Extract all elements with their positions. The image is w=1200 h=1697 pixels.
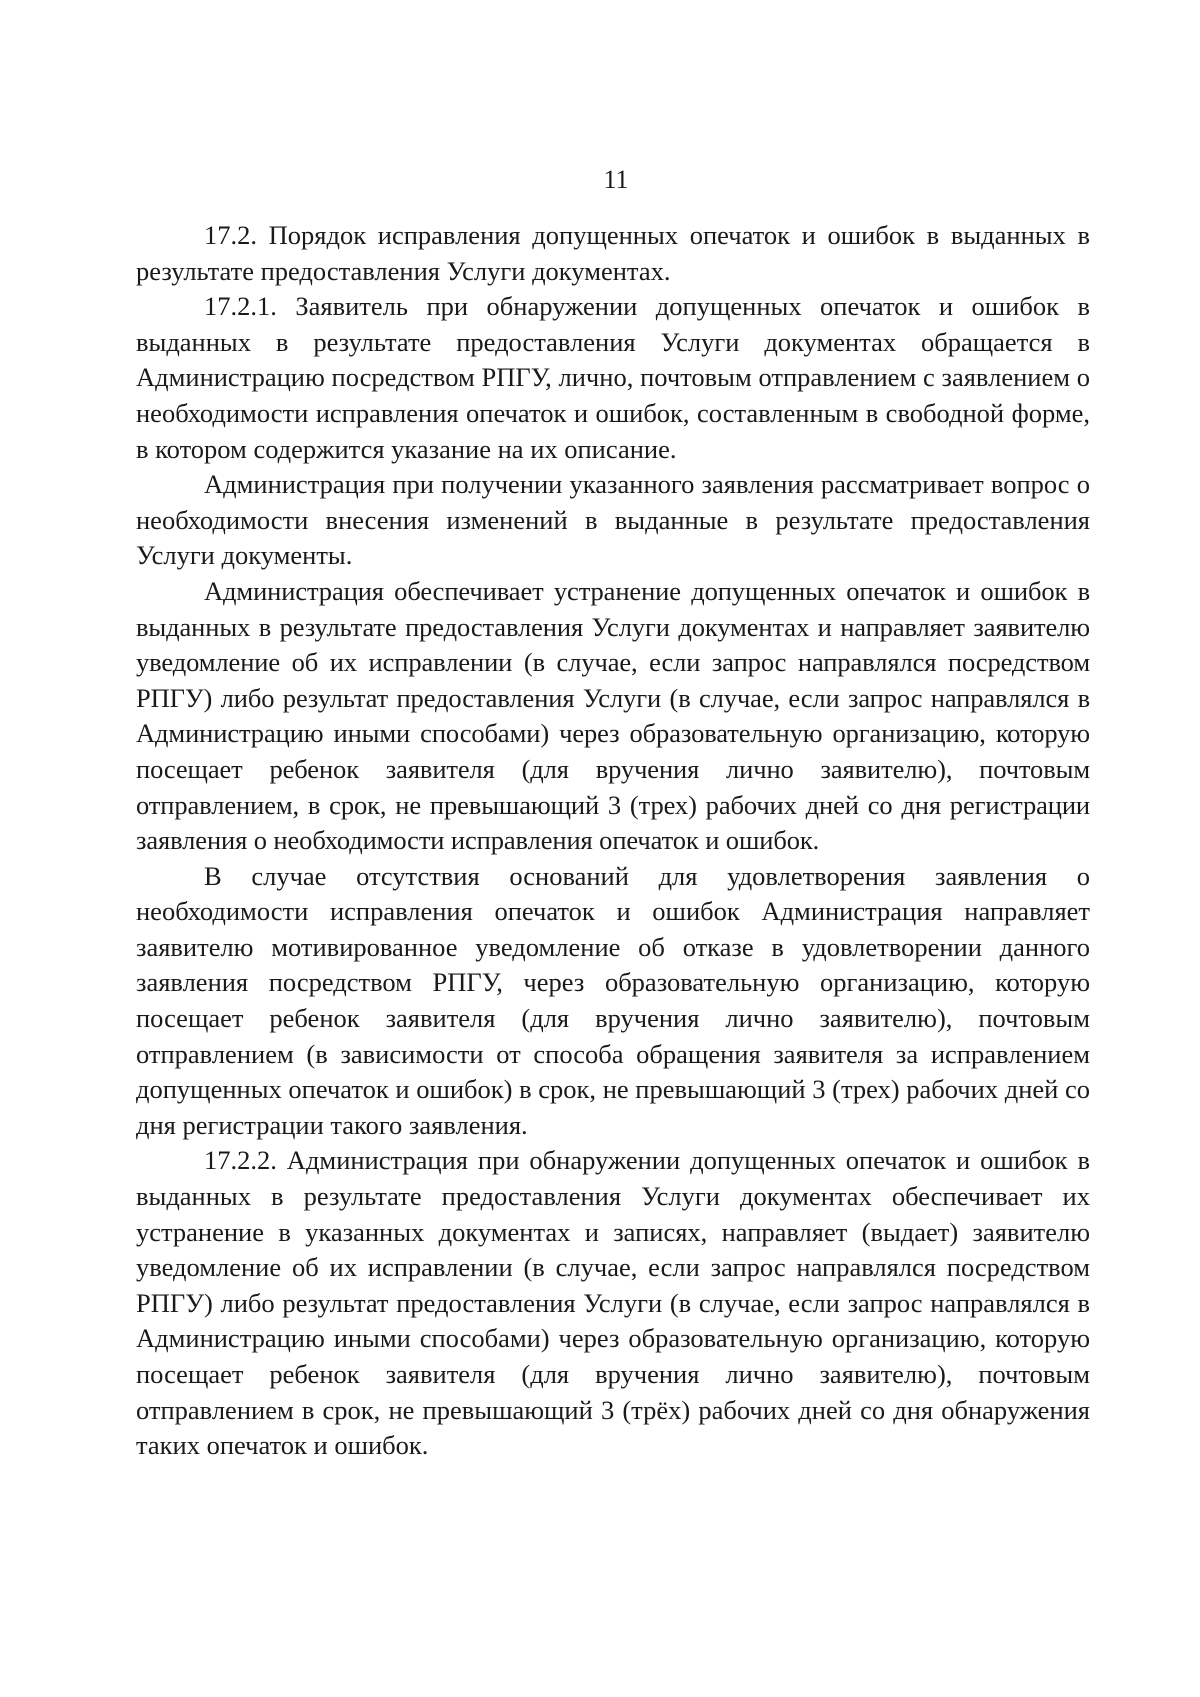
paragraph-17-2: 17.2. Порядок исправления допущенных опечаток и ошибок в выданных в результате предоставления Услуги документах. bbox=[136, 220, 1090, 286]
paragraph-17-2-1: 17.2.1. Заявитель при обнаружении допущенных опечаток и ошибок в выданных в результате предоставления Услуги документах обращается в Администрацию посредством РПГУ, лично, почтовым отправлением с заявлением о необходимости исправления опечаток и ошибок, составленным в свободной форме, в котором содержится указание на их описание. bbox=[136, 291, 1090, 464]
paragraph-refusal: В случае отсутствия оснований для удовлетворения заявления о необходимости исправления опечаток и ошибок Администрация направляет заявителю мотивированное уведомление об отказе в удовлетворении данного заявления посредством РПГУ, через образовательную организацию, которую посещает ребенок заявителя (для вручения лично заявителю), почтовым отправлением (в зависимости от способа обращения заявителя за исправлением допущенных опечаток и ошибок) в срок, не превышающий 3 (трех) рабочих дней со дня регистрации такого заявления. bbox=[136, 860, 1090, 1140]
paragraph-administration-review: Администрация при получении указанного заявления рассматривает вопрос о необходимости внесения изменений в выданные в результате предоставления Услуги документы. bbox=[136, 469, 1090, 571]
paragraph-17-2-2: 17.2.2. Администрация при обнаружении допущенных опечаток и ошибок в выданных в результате предоставления Услуги документах обеспечивает их устранение в указанных документах и записях, направляет (выдает) заявителю уведомление об их исправлении (в случае, если запрос направлялся посредством РПГУ) либо результат предоставления Услуги (в случае, если запрос направлялся в Администрацию иными способами) через образовательную организацию, которую посещает ребенок заявителя (для вручения лично заявителю), почтовым отправлением в срок, не превышающий 3 (трёх) рабочих дней со дня обнаружения таких опечаток и ошибок. bbox=[136, 1145, 1090, 1461]
paragraph-administration-correction: Администрация обеспечивает устранение допущенных опечаток и ошибок в выданных в результате предоставления Услуги документах и направляет заявителю уведомление об их исправлении (в случае, если запрос направлялся посредством РПГУ) либо результат предоставления Услуги (в случае, если запрос направлялся в Администрацию иными способами) через образовательную организацию, которую посещает ребенок заявителя (для вручения лично заявителю), почтовым отправлением, в срок, не превышающий 3 (трех) рабочих дней со дня регистрации заявления о необходимости исправления опечаток и ошибок. bbox=[136, 575, 1090, 856]
page-number: 11 bbox=[603, 165, 629, 194]
document-body bbox=[136, 218, 1090, 1464]
